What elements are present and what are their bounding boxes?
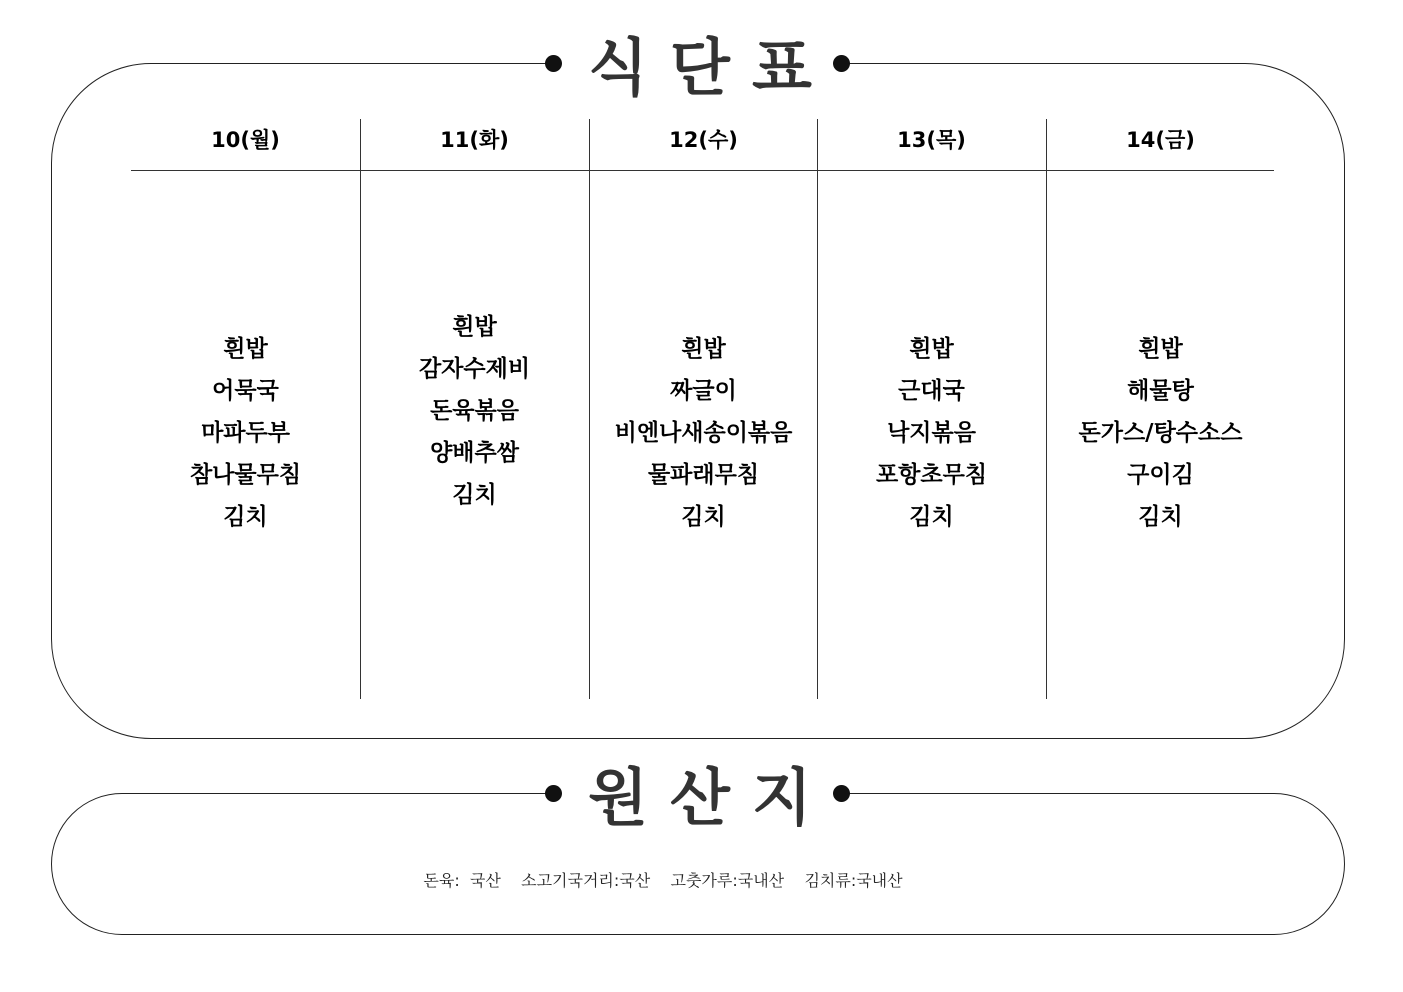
title-left-dot bbox=[545, 785, 562, 802]
title-left-dot bbox=[545, 55, 562, 72]
day-header-mon: 10(월) bbox=[211, 128, 280, 152]
menu-item: 김치 bbox=[681, 504, 726, 530]
menu-item: 김치 bbox=[909, 504, 954, 530]
day-header-wed: 12(수) bbox=[669, 128, 738, 152]
menu-item: 구이김 bbox=[1127, 462, 1194, 488]
menu-column-fri bbox=[1046, 328, 1275, 538]
menu-title: 식단표 bbox=[588, 31, 834, 104]
menu-item: 물파래무침 bbox=[647, 462, 760, 488]
day-header-tue: 11(화) bbox=[440, 128, 509, 152]
menu-item: 흰밥 bbox=[452, 314, 497, 340]
menu-item: 해물탕 bbox=[1127, 378, 1194, 404]
menu-item: 양배추쌈 bbox=[430, 440, 519, 466]
menu-column-tue bbox=[360, 306, 589, 516]
menu-item: 김치 bbox=[223, 504, 268, 530]
menu-item: 김치 bbox=[452, 482, 497, 508]
menu-column-mon bbox=[131, 328, 360, 538]
menu-item: 김치 bbox=[1138, 504, 1183, 530]
menu-item: 흰밥 bbox=[681, 336, 726, 362]
menu-item: 돈가스/탕수소스 bbox=[1078, 420, 1243, 446]
menu-item: 짜글이 bbox=[670, 378, 737, 404]
menu-item: 감자수제비 bbox=[418, 356, 531, 382]
menu-column-thu bbox=[817, 328, 1046, 538]
menu-item: 돈육볶음 bbox=[430, 398, 519, 424]
menu-item: 참나물무침 bbox=[189, 462, 302, 488]
menu-item: 포항초무침 bbox=[875, 462, 988, 488]
header-divider bbox=[131, 170, 1274, 171]
origin-title: 원산지 bbox=[588, 761, 834, 834]
origin-info: 돈육: 국산 소고기국거리:국산 고춧가루:국내산 김치류:국내산 bbox=[423, 871, 903, 890]
menu-item: 마파두부 bbox=[201, 420, 290, 446]
menu-item: 비엔나새송이볶음 bbox=[614, 420, 793, 446]
menu-item: 근대국 bbox=[898, 378, 965, 404]
menu-item: 어묵국 bbox=[212, 378, 279, 404]
menu-column-wed bbox=[589, 328, 818, 538]
day-header-thu: 13(목) bbox=[897, 128, 966, 152]
day-header-fri: 14(금) bbox=[1126, 128, 1195, 152]
menu-item: 낙지볶음 bbox=[887, 420, 976, 446]
menu-item: 흰밥 bbox=[223, 336, 268, 362]
menu-item: 흰밥 bbox=[909, 336, 954, 362]
menu-item: 흰밥 bbox=[1138, 336, 1183, 362]
